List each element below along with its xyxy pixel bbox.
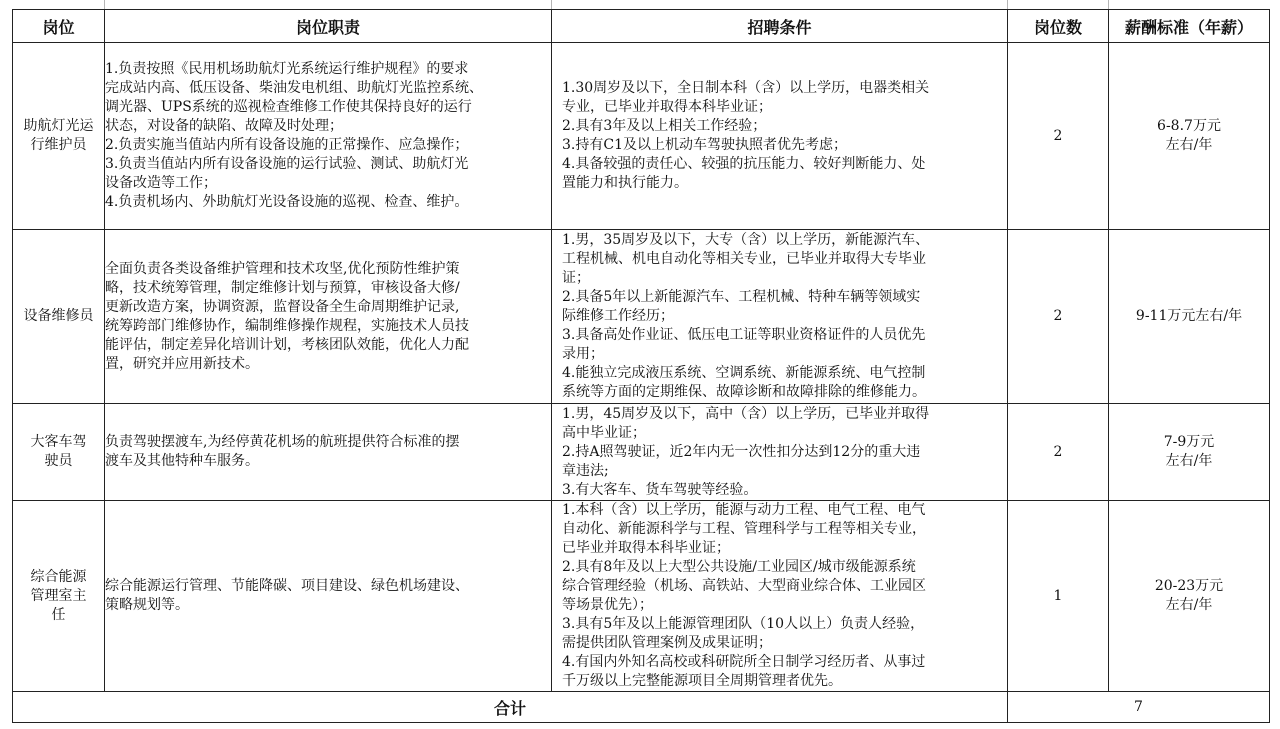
duty-line: 策略规划等。: [105, 597, 189, 613]
recruitment-table: [12, 9, 1270, 723]
requirement-line: 1.本科（含）以上学历，能源与动力工程、电气工程、电气: [562, 502, 926, 518]
table-row: [13, 230, 1270, 404]
duty-line: 渡车及其他特种车服务。: [105, 453, 259, 469]
count-cell: 1: [1008, 501, 1109, 692]
salary-line: 左右/年: [1165, 453, 1213, 469]
count-cell: 2: [1008, 404, 1109, 501]
position-cell: [13, 501, 105, 692]
requirement-line: 高中毕业证；: [562, 424, 646, 441]
duty-line: 4.负责机场内、外助航灯光设备设施的巡视、检查、维护。: [105, 194, 469, 210]
table-row: [13, 501, 1270, 692]
requirement-line: 2.具备5年以上新能源汽车、工程机械、特种车辆等领域实: [562, 289, 921, 305]
position-name-line: 综合能源: [30, 568, 87, 585]
requirement-line: 3.具备高处作业证、低压电工证等职业资格证件的人员优先: [562, 327, 926, 343]
duty-line: 3.负责当值站内所有设备设施的运行试验、测试、助航灯光: [105, 156, 469, 172]
requirements-cell: [552, 230, 1008, 404]
duty-line: 1.负责按照《民用机场助航灯光系统运行维护规程》的要求: [105, 61, 469, 77]
header-duties: 岗位职责: [105, 10, 552, 43]
position-name-line: 任: [51, 606, 66, 623]
duties-cell: [105, 404, 552, 501]
position-name-line: 设备维修员: [23, 308, 94, 324]
duty-line: 能评估，制定差异化培训计划，考核团队效能，优化人力配: [105, 336, 469, 353]
duty-line: 置，研究并应用新技术。: [105, 355, 259, 372]
count-cell: 2: [1008, 230, 1109, 404]
duty-line: 综合能源运行管理、节能降碳、项目建设、绿色机场建设、: [105, 578, 469, 594]
header-salary: 薪酬标准（年薪）: [1109, 10, 1270, 43]
requirement-line: 系统等方面的定期维保、故障诊断和故障排除的维修能力。: [562, 384, 926, 400]
duty-line: 2.负责实施当值站内所有设备设施的正常操作、应急操作；: [105, 137, 469, 153]
header-position: 岗位: [13, 10, 105, 43]
requirement-line: 综合管理经验（机场、高铁站、大型商业综合体、工业园区: [562, 578, 926, 594]
requirement-line: 3.持有C1及以上机动车驾驶执照者优先考虑；: [562, 137, 847, 153]
requirement-line: 等场景优先）；: [562, 597, 653, 613]
requirements-cell: [552, 404, 1008, 501]
total-row: [13, 692, 1270, 723]
requirement-line: 1.男，45周岁及以下，高中（含）以上学历，已毕业并取得: [562, 405, 930, 422]
salary-cell: [1109, 43, 1270, 230]
salary-line: 左右/年: [1165, 597, 1213, 613]
requirement-line: 证；: [562, 270, 590, 286]
salary-line: 7-9万元: [1163, 434, 1215, 450]
salary-line: 左右/年: [1165, 137, 1213, 153]
header-count: 岗位数: [1008, 10, 1109, 43]
requirement-line: 4.有国内外知名高校或科研院所全日制学习经历者、从事过: [562, 654, 926, 670]
requirement-line: 2.具有8年及以上大型公共设施/工业园区/城市级能源系统: [562, 559, 916, 575]
header-requirements: 招聘条件: [552, 10, 1008, 43]
requirements-cell: [552, 43, 1008, 230]
position-name-line: 大客车驾: [30, 434, 87, 450]
requirement-line: 3.具有5年及以上能源管理团队（10人以上）负责人经验，: [562, 616, 925, 632]
header-row: [13, 10, 1270, 43]
duties-cell: [105, 43, 552, 230]
requirement-line: 工程机械、机电自动化等相关专业，已毕业并取得大专毕业: [562, 251, 926, 267]
total-label: 合计: [13, 692, 1008, 723]
duties-cell: [105, 230, 552, 404]
requirement-line: 自动化、新能源科学与工程、管理科学与工程等相关专业，: [562, 521, 926, 537]
requirement-line: 1.30周岁及以下，全日制本科（含）以上学历，电器类相关: [562, 80, 930, 96]
duty-line: 统筹跨部门维修协作，编制维修操作规程，实施技术人员技: [105, 317, 469, 334]
position-name-line: 驶员: [44, 453, 73, 469]
requirement-line: 专业，已毕业并取得本科毕业证；: [562, 99, 772, 115]
requirement-line: 置能力和执行能力。: [562, 175, 688, 191]
requirement-line: 已毕业并取得本科毕业证；: [562, 540, 730, 556]
position-cell: [13, 404, 105, 501]
salary-cell: [1109, 404, 1270, 501]
duty-line: 设备改造等工作；: [105, 175, 217, 191]
duty-line: 全面负责各类设备维护管理和技术攻坚,优化预防性维护策: [105, 260, 460, 277]
position-name-line: 管理室主: [30, 587, 87, 604]
duty-line: 更新改造方案，协调资源，监督设备全生命周期维护记录,: [105, 298, 460, 315]
duty-line: 负责驾驶摆渡车,为经停黄花机场的航班提供符合标准的摆: [105, 434, 460, 450]
duties-cell: [105, 501, 552, 692]
salary-line: 20-23万元: [1154, 578, 1224, 594]
requirement-line: 4.具备较强的责任心、较强的抗压能力、较好判断能力、处: [562, 156, 926, 172]
table-row: [13, 404, 1270, 501]
duty-line: 略，技术统筹管理，制定维修计划与预算，审核设备大修/: [105, 279, 460, 296]
table-row: [13, 43, 1270, 230]
requirement-line: 3.有大客车、货车驾驶等经验。: [562, 481, 758, 498]
position-cell: [13, 230, 105, 404]
requirement-line: 4.能独立完成液压系统、空调系统、新能源系统、电气控制: [562, 365, 926, 381]
requirement-line: 需提供团队管理案例及成果证明；: [562, 635, 772, 651]
duty-line: 完成站内高、低压设备、柴油发电机组、助航灯光监控系统、: [105, 80, 483, 96]
requirement-line: 际维修工作经历；: [562, 308, 674, 324]
position-cell: [13, 43, 105, 230]
requirement-line: 章违法;: [562, 462, 609, 479]
duty-line: 调光器、UPS系统的巡视检查维修工作使其保持良好的运行: [105, 99, 472, 115]
position-name-line: 行维护员: [30, 137, 87, 153]
requirement-line: 千万级以上完整能源项目全周期管理者优先。: [562, 673, 842, 689]
requirement-line: 2.具有3年及以上相关工作经验；: [562, 118, 767, 134]
salary-line: 9-11万元左右/年: [1135, 308, 1243, 324]
salary-cell: [1109, 230, 1270, 404]
requirements-cell: [552, 501, 1008, 692]
salary-cell: [1109, 501, 1270, 692]
requirement-line: 2.持A照驾驶证，近2年内无一次性扣分达到12分的重大违: [562, 443, 921, 460]
total-value: 7: [1008, 692, 1270, 723]
position-name-line: 助航灯光运: [23, 118, 94, 134]
duty-line: 状态，对设备的缺陷、故障及时处理；: [105, 118, 343, 134]
count-cell: 2: [1008, 43, 1109, 230]
requirement-line: 录用；: [562, 346, 604, 362]
salary-line: 6-8.7万元: [1157, 118, 1221, 134]
requirement-line: 1.男，35周岁及以下，大专（含）以上学历，新能源汽车、: [562, 232, 930, 248]
